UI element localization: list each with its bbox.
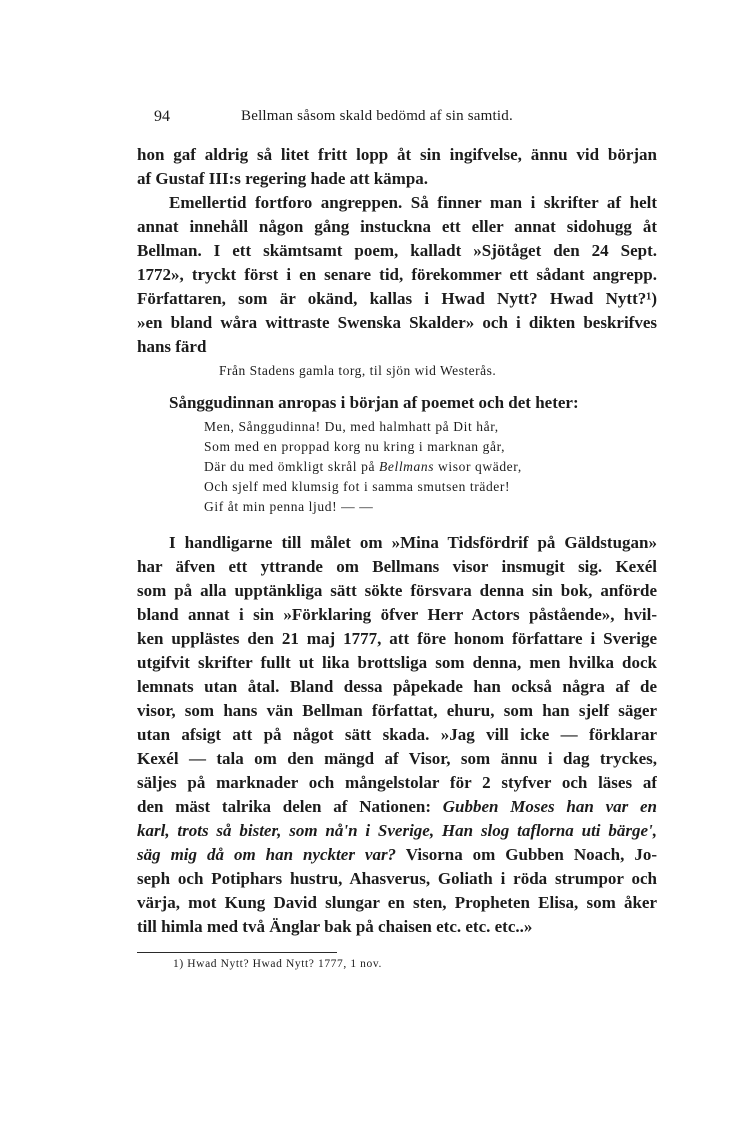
footnote-rule	[137, 952, 337, 953]
text-line: I handligarne till målet om »Mina Tidsfördrif på Gäldstugan»	[169, 533, 657, 552]
text-line: den mäst talrika delen af Nationen: Gubben Moses han var en	[137, 797, 657, 816]
text-line: utan afsigt att på något sätt skada. »Jag vill icke — förklarar	[137, 725, 657, 744]
italic-name: Bellmans	[379, 459, 435, 474]
text-line: Författaren, som är okänd, kallas i Hwad Nytt? Hwad Nytt?¹)	[137, 289, 657, 308]
italic-quote: Gubben Moses han var en	[442, 797, 657, 816]
italic-quote: säg mig då om han nyckter var?	[137, 845, 397, 864]
footnote: 1) Hwad Nytt? Hwad Nytt? 1777, 1 nov.	[173, 958, 382, 970]
text-line: af Gustaf III:s regering hade att kämpa.	[137, 169, 429, 188]
text-line: som på alla upptänkliga sätt sökte försvara denna sin bok, anförde	[137, 581, 657, 600]
text-line: till himla med två Änglar bak på chaisen etc. etc. etc..»	[137, 917, 533, 936]
italic-quote-line: karl, trots så bister, som nå'n i Sverige, Han slog taflorna uti bärge',	[137, 821, 657, 840]
verse-line: Och sjelf med klumsig fot i samma smutsen träder!	[204, 479, 511, 494]
verse-line: Som med en proppad korg nu kring i marknan går,	[204, 439, 506, 454]
text-line: har äfven ett yttrande om Bellmans visor insmugit sig. Kexél	[137, 557, 657, 576]
text-line: bland annat i sin »Förklaring öfver Herr Actors påstående», hvil-	[137, 605, 657, 624]
page-header	[137, 108, 657, 130]
text-line: annat innehåll någon gång instuckna ett eller annat sidohugg åt	[137, 217, 657, 236]
text-line: visor, som hans vän Bellman författat, ehuru, som han sjelf säger	[137, 701, 657, 720]
page-number: 94	[154, 108, 170, 125]
text-line: hans färd	[137, 337, 207, 356]
text-line: hon gaf aldrig så litet fritt lopp åt sin ingifvelse, ännu vid början	[137, 145, 657, 164]
text-line: säg mig då om han nyckter var? Visorna om Gubben Noach, Jo-	[137, 845, 657, 864]
intro-line: Sånggudinnan anropas i början af poemet och det heter:	[169, 393, 579, 412]
text-line: Kexél — tala om den mängd af Visor, som ännu i dag tryckes,	[137, 749, 657, 768]
text-line: ken upplästes den 21 maj 1777, att före honom författare i Sverige	[137, 629, 657, 648]
text-line: 1772», tryckt först i en senare tid, förekommer ett sådant angrepp.	[137, 265, 657, 284]
text-line: »en bland wåra wittraste Swenska Skalder» och i dikten beskrifves	[137, 313, 657, 332]
verse-line: Gif åt min penna ljud! — —	[204, 499, 374, 514]
verse-line: Där du med ömkligt skrål på Bellmans wisor qwäder,	[204, 459, 522, 474]
text-line: värja, mot Kung David slungar en sten, Propheten Elisa, som åker	[137, 893, 657, 912]
verse-line: Men, Sånggudinna! Du, med halmhatt på Dit hår,	[204, 419, 499, 434]
text-line: Bellman. I ett skämtsamt poem, kalladt »Sjötåget den 24 Sept.	[137, 241, 657, 260]
text-line: Emellertid fortforo angreppen. Så finner man i skrifter af helt	[169, 193, 657, 212]
text-line: lemnats utan åtal. Bland dessa påpekade han också några af de	[137, 677, 657, 696]
text-line: säljes på marknader och mångelstolar för 2 styfver och läses af	[137, 773, 657, 792]
text-line: utgifvit skrifter fullt ut lika brottsliga som denna, men hvilka dock	[137, 653, 657, 672]
running-title: Bellman såsom skald bedömd af sin samtid.	[241, 108, 513, 124]
text-line: seph och Potiphars hustru, Ahasverus, Goliath i röda strumpor och	[137, 869, 657, 888]
quote-caption: Från Stadens gamla torg, til sjön wid Westerås.	[219, 363, 497, 378]
body-text	[137, 143, 657, 939]
verse-block	[137, 417, 657, 517]
